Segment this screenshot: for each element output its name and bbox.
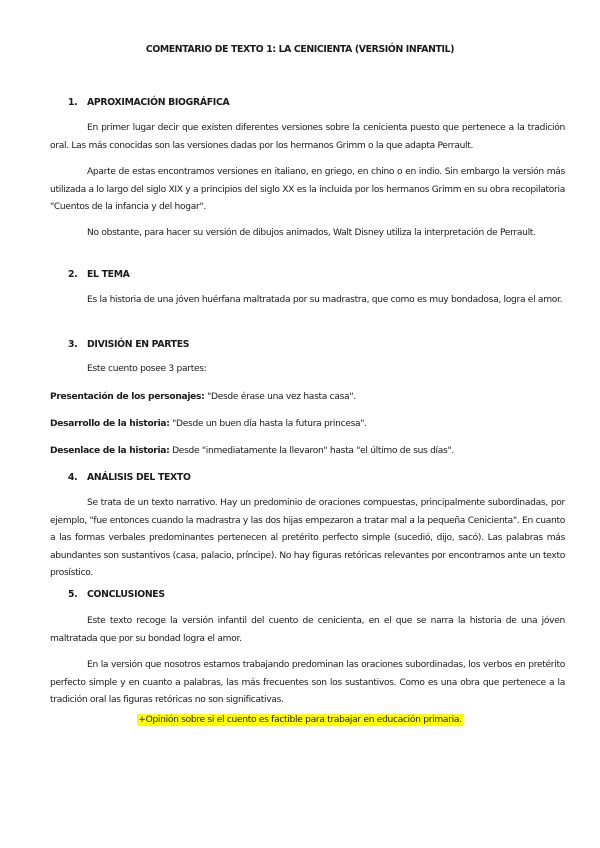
highlighted-note: +Opinión sobre si el cuento es factible para trabajar en educación primaria. — [138, 715, 462, 725]
section-title: EL TEMA — [87, 269, 130, 280]
section-3-heading — [68, 339, 189, 350]
part-ending — [50, 443, 565, 460]
part-label: Presentación de los personajes: — [50, 392, 205, 402]
part-presentation — [50, 389, 565, 406]
part-text: "Desde un buen día hasta la futura princesa". — [169, 419, 367, 429]
section-1-paragraph-1: En primer lugar decir que existen diferentes versiones sobre la cenicienta puesto que pertenece a la tradición oral. Las más conocidas son las versiones dadas por los hermanos Grimm o la que adapta Perrault. — [50, 123, 565, 151]
section-2-heading — [68, 269, 130, 280]
section-number: 2. — [68, 269, 78, 280]
highlighted-note-line — [0, 715, 600, 725]
section-4-paragraph-1: Se trata de un texto narrativo. Hay un predominio de oraciones compuestas, principalmente subordinadas, por ejemplo, "fue entonces cuando la madrastra y las dos hijas empezaron a tratar mal a la pequeña Cenicienta". En cuanto a las formas verbales predominantes pertenecen al pretérito perfecto simple (sucedió, dijo, sacó). Las palabras más abundantes son sustantivos (casa, palacio, príncipe). No hay figuras retóricas relevantes por encontramos ante un texto prosístico. — [50, 498, 565, 578]
part-text: Desde "inmediatamente la llevaron" hasta "el último de sus días". — [169, 446, 454, 456]
section-1-heading — [68, 97, 229, 108]
section-5-paragraph-2: En la versión que nosotros estamos trabajando predominan las oraciones subordinadas, los verbos en pretérito perfecto simple y en cuanto a palabras, las más frecuentes son los sustantivos. Como es una obra que pertenece a la tradición oral las figuras retóricas no son significativas. — [50, 660, 565, 705]
document-title: COMENTARIO DE TEXTO 1: LA CENICIENTA (VERSIÓN INFANTIL) — [145, 44, 455, 55]
section-title: ANÁLISIS DEL TEXTO — [87, 472, 191, 483]
section-title: CONCLUSIONES — [87, 589, 165, 600]
section-5-heading — [68, 589, 165, 600]
section-number: 5. — [68, 589, 78, 600]
part-label: Desenlace de la historia: — [50, 446, 170, 456]
section-5-paragraph-1: Este texto recoge la versión infantil del cuento de cenicienta, en el que se narra la historia de una jóven maltratada que por su bondad logra el amor. — [50, 616, 565, 644]
section-number: 1. — [68, 97, 78, 108]
section-number: 4. — [68, 472, 78, 483]
section-title: DIVISIÓN EN PARTES — [87, 339, 190, 350]
part-label: Desarrollo de la historia: — [50, 419, 170, 429]
section-2-paragraph-1: Es la historia de una jóven huérfana maltratada por su madrastra, que como es muy bondadosa, logra el amor. — [87, 295, 563, 305]
part-text: "Desde érase una vez hasta casa". — [204, 392, 356, 402]
section-title: APROXIMACIÓN BIOGRÁFICA — [87, 97, 230, 108]
section-number: 3. — [68, 339, 78, 350]
section-3-paragraph-1: Este cuento posee 3 partes: — [87, 364, 207, 374]
part-development — [50, 416, 565, 433]
section-1-paragraph-3: No obstante, para hacer su versión de dibujos animados, Walt Disney utiliza la interpretación de Perrault. — [87, 228, 536, 238]
section-4-heading — [68, 472, 191, 483]
section-1-paragraph-2: Aparte de estas encontramos versiones en italiano, en griego, en chino o en indio. Sin embargo la versión más utilizada a lo largo del siglo XIX y a principios del siglo XX es la incluida por los hermanos Grimm en su obra recopilatoria "Cuentos de la infancia y del hogar". — [50, 167, 565, 212]
